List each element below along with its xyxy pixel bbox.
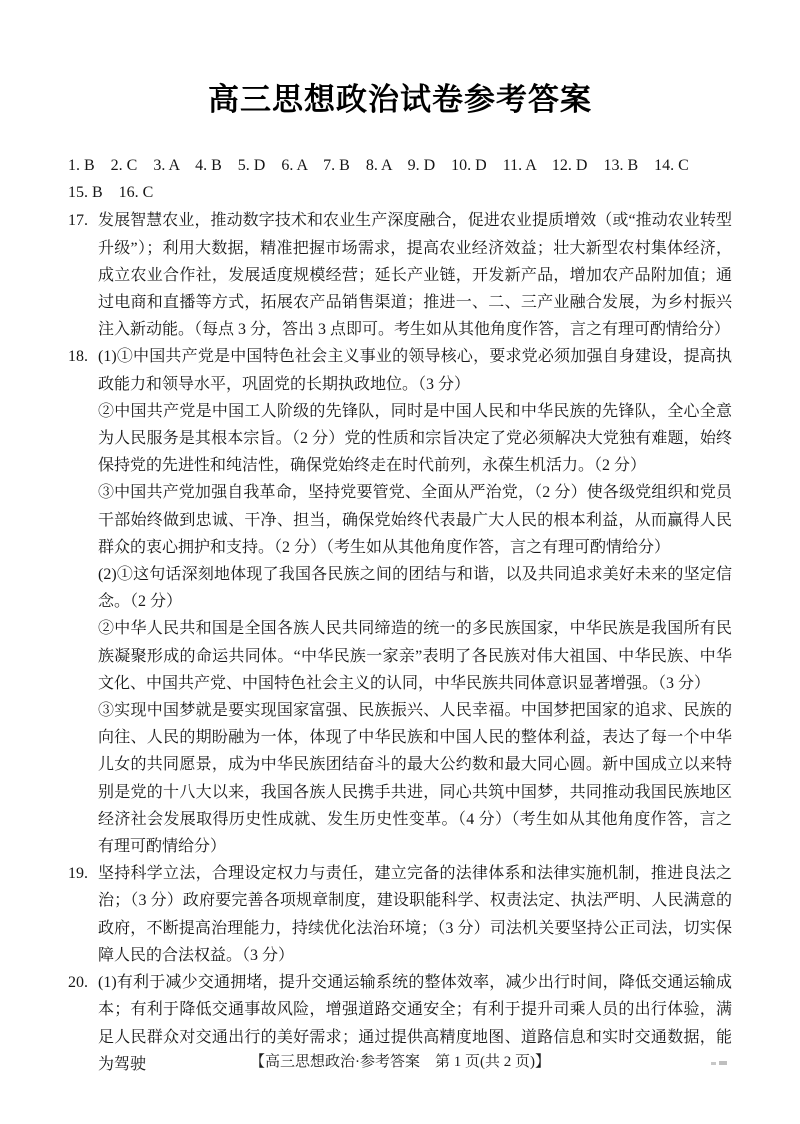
answer-paragraph: 发展智慧农业，推动数字技术和农业生产深度融合，促进农业提质增效（或“推动农业转型升级”）；利用大数据，精准把握市场需求，提高农业经济效益；壮大新型农村集体经济，成立农业合作社，发展适度规模经营；延长产业链，开发新产品，增加农产品附加值；通过电商和直播等方式，拓展农产品销售渠道；推进一、二、三产业融合发展，为乡村振兴注入新动能。（每点 3 分，答出 3 点即可。考生如从其他角度作答，言之有理可酌情给分）: [98, 212, 732, 339]
answer-paragraph: ③实现中国梦就是要实现国家富强、民族振兴、人民幸福。中国梦把国家的追求、民族的向往、人民的期盼融为一体，体现了中华民族和中国人民的整体利益，表达了每一个中华儿女的共同愿景，成为中华民族团结奋斗的最大公约数和最大同心圆。新中国成立以来特别是党的十八大以来，我国各族人民携手共进，同心共筑中国梦，共同推动我国民族地区经济社会发展取得历史性成就、发生历史性变革。（4 分）（考生如从其他角度作答，言之有理可酌情给分）: [98, 702, 732, 856]
objective-answers-line2: 15. B 16. C: [68, 184, 154, 202]
scan-artifact: [711, 1061, 727, 1065]
question-19: [68, 860, 732, 969]
answer-paragraph: 坚持科学立法，合理设定权力与责任，建立完备的法律体系和法律实施机制，推进良法之治；（3 分）政府要完善各项规章制度，建设职能科学、权责法定、执法严明、人民满意的政府，不断提高治理能力，持续优化法治环境；（3 分）司法机关要坚持公正司法，切实保障人民的合法权益。（3 分）: [98, 865, 732, 964]
answer-paragraph: ③中国共产党加强自我革命，坚持党要管党、全面从严治党，（2 分）使各级党组织和党员干部始终做到忠诚、干净、担当，确保党始终代表最广大人民的根本利益，从而赢得人民群众的衷心拥护和支持。（2 分）（考生如从其他角度作答，言之有理可酌情给分）: [98, 484, 732, 556]
question-number: 18.: [68, 348, 88, 366]
answer-paragraph: (2)①这句话深刻地体现了我国各民族之间的团结与和谐，以及共同追求美好未来的坚定信念。（2 分）: [98, 566, 732, 611]
answer-paragraph: (1)①中国共产党是中国特色社会主义事业的领导核心，要求党必须加强自身建设，提高执政能力和领导水平，巩固党的长期执政地位。（3 分）: [98, 348, 732, 393]
page-footer: 【高三思想政治·参考答案 第 1 页(共 2 页)】: [250, 1054, 550, 1070]
answer-body: [68, 152, 732, 1078]
question-number: 20.: [68, 974, 88, 992]
answer-paragraph: (1)有利于减少交通拥堵，提升交通运输系统的整体效率，减少出行时间，降低交通运输成本；有利于降低交通事故风险，增强道路交通安全；有利于提升司乘人员的出行体验，满足人民群众对交通出行的美好需求；通过提供高精度地图、道路信息和实时交通数据，能为驾驶: [98, 974, 732, 1073]
page-title: 高三思想政治试卷参考答案: [208, 82, 592, 117]
question-18: [68, 343, 732, 860]
question-17: [68, 207, 732, 343]
question-number: 19.: [68, 865, 88, 883]
answer-paragraph: ②中华人民共和国是全国各族人民共同缔造的统一的多民族国家，中华民族是我国所有民族凝聚形成的命运共同体。“中华民族一家亲”表明了各民族对伟大祖国、中华民族、中华文化、中国共产党、中国特色社会主义的认同，中华民族共同体意识显著增强。（3 分）: [98, 620, 732, 692]
answer-paragraph: ②中国共产党是中国工人阶级的先锋队，同时是中国人民和中华民族的先锋队，全心全意为人民服务是其根本宗旨。（2 分）党的性质和宗旨决定了党必须解决大党独有难题，始终保持党的先进性和纯洁性，确保党始终走在时代前列，永葆生机活力。（2 分）: [98, 402, 732, 475]
questions-section: [68, 207, 732, 1078]
objective-answers: [68, 152, 732, 206]
question-number: 17.: [68, 212, 88, 230]
objective-answers-line1: 1. B 2. C 3. A 4. B 5. D 6. A 7. B 8. A 9. D 10. D 11. A 12. D 13. B 14. C: [68, 157, 689, 174]
